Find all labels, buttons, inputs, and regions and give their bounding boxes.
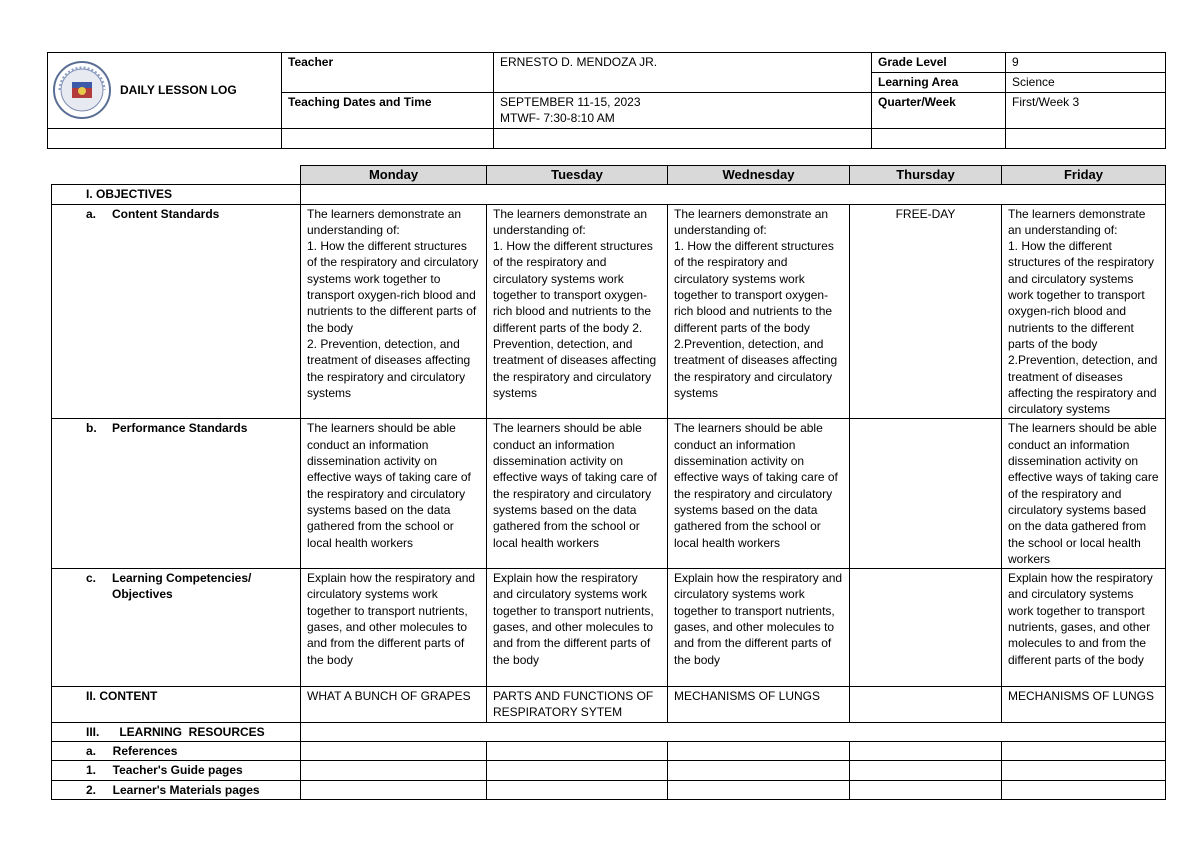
competencies-thursday <box>850 569 1002 687</box>
performance-standards-wednesday: The learners should be able conduct an information dissemination activity on effective ways of taking care of the respiratory and circulatory systems based on the data gathered from the school or local health workers <box>668 419 850 569</box>
content-friday: MECHANISMS OF LUNGS <box>1002 687 1166 723</box>
blank-cell <box>301 722 1166 741</box>
teacher-value: ERNESTO D. MENDOZA JR. <box>494 53 872 93</box>
dates-line1: SEPTEMBER 11-15, 2023 <box>500 95 641 109</box>
content-standards-tuesday <box>487 204 668 419</box>
deped-seal-icon <box>52 60 112 120</box>
blank-cell <box>282 128 494 148</box>
day-header-tuesday: Tuesday <box>487 166 668 185</box>
cell-text: The learners demonstrate an understanding of: 1. How the different structures of the respiratory and circulatory systems work together to transport oxygen-rich blood and nutrients to the different parts of the body 2. Prevention, detection, and treatment of diseases affecting the respiratory and circulatory systems <box>493 206 657 400</box>
row-letter: a. <box>86 206 97 221</box>
quarter-value: First/Week 3 <box>1006 93 1166 129</box>
competencies-monday: Explain how the respiratory and circulatory systems work together to transport nutrients, gases, and other molecules to and from the different parts of the body <box>301 569 487 687</box>
blank-cell <box>668 761 850 780</box>
row-label: Learning Competencies/ Objectives <box>112 571 252 602</box>
blank-cell <box>487 742 668 761</box>
quarter-label: Quarter/Week <box>872 93 1006 129</box>
dates-label: Teaching Dates and Time <box>282 93 494 129</box>
content-standards-thursday: FREE-DAY <box>850 204 1002 419</box>
row-letter: b. <box>86 421 97 436</box>
grade-label: Grade Level <box>872 53 1006 73</box>
doc-title: DAILY LESSON LOG <box>120 83 237 98</box>
content-wednesday: MECHANISMS OF LUNGS <box>668 687 850 723</box>
references-label: a. References <box>52 742 301 761</box>
content-standards-friday <box>1002 204 1166 419</box>
performance-standards-label <box>52 419 301 569</box>
content-heading: II. CONTENT <box>52 687 301 723</box>
day-header-monday: Monday <box>301 166 487 185</box>
content-standards-wednesday <box>668 204 850 419</box>
blank-cell <box>301 742 487 761</box>
content-standards-monday <box>301 204 487 419</box>
performance-standards-friday: The learners should be able conduct an information dissemination activity on effective ways of taking care of the respiratory and circulatory systems based on the data gathered from the school or local health workers <box>1002 419 1166 569</box>
dates-line2: MTWF- 7:30-8:10 AM <box>500 111 615 126</box>
blank-cell <box>668 780 850 799</box>
competencies-tuesday: Explain how the respiratory and circulatory systems work together to transport nutrients, gases, and other molecules to and from the different parts of the body <box>487 569 668 687</box>
blank-cell <box>1006 128 1166 148</box>
blank-cell <box>1002 780 1166 799</box>
blank-cell <box>1002 742 1166 761</box>
blank-cell <box>48 128 282 148</box>
blank-cell <box>668 742 850 761</box>
area-value: Science <box>1006 73 1166 93</box>
blank-cell <box>872 128 1006 148</box>
blank-cell <box>850 780 1002 799</box>
content-thursday <box>850 687 1002 723</box>
blank-cell <box>301 185 1166 204</box>
content-monday: WHAT A BUNCH OF GRAPES <box>301 687 487 723</box>
competencies-friday: Explain how the respiratory and circulatory systems work together to transport nutrients, gases, and other molecules to and from the different parts of the body <box>1002 569 1166 687</box>
blank-cell <box>301 761 487 780</box>
content-standards-label <box>52 204 301 419</box>
corner-cell <box>52 166 301 185</box>
lesson-table <box>51 165 1166 800</box>
blank-cell <box>850 761 1002 780</box>
objectives-heading: I. OBJECTIVES <box>52 185 301 204</box>
performance-standards-monday: The learners should be able conduct an information dissemination activity on effective ways of taking care of the respiratory and circulatory systems based on the data gathered from the school or local health workers <box>301 419 487 569</box>
resources-heading: III. LEARNING RESOURCES <box>52 722 301 741</box>
row-label: Performance Standards <box>112 421 248 436</box>
cell-text: The learners demonstrate an understanding of: 1. How the different structures of the respiratory and circulatory systems work together to transport oxygen-rich blood and nutrients to the different parts of the body 2.Prevention, detection, and treatment of diseases affecting the respiratory and circulatory systems <box>1008 206 1158 417</box>
teacher-label: Teacher <box>282 53 494 93</box>
blank-cell <box>301 780 487 799</box>
day-header-wednesday: Wednesday <box>668 166 850 185</box>
teachers-guide-label: 1. Teacher's Guide pages <box>52 761 301 780</box>
blank-cell <box>487 780 668 799</box>
row-letter: c. <box>86 571 97 586</box>
grade-value: 9 <box>1006 53 1166 73</box>
blank-cell <box>850 742 1002 761</box>
row-label: Content Standards <box>112 206 220 221</box>
day-header-thursday: Thursday <box>850 166 1002 185</box>
header-table <box>47 52 1166 149</box>
performance-standards-tuesday: The learners should be able conduct an information dissemination activity on effective ways of taking care of the respiratory and circulatory systems based on the data gathered from the school or local health workers <box>487 419 668 569</box>
logo-cell <box>48 53 282 129</box>
learners-materials-label: 2. Learner's Materials pages <box>52 780 301 799</box>
cell-text: The learners demonstrate an understanding of: 1. How the different structures of the respiratory and circulatory systems work together to transport oxygen-rich blood and nutrients to the different parts of the body 2.Prevention, detection, and treatment of diseases affecting the respiratory and circulatory systems <box>674 206 838 400</box>
blank-cell <box>487 761 668 780</box>
competencies-wednesday: Explain how the respiratory and circulatory systems work together to transport nutrients, gases, and other molecules to and from the different parts of the body <box>668 569 850 687</box>
performance-standards-thursday <box>850 419 1002 569</box>
blank-cell <box>494 128 872 148</box>
dates-value <box>494 93 872 129</box>
content-tuesday: PARTS AND FUNCTIONS OF RESPIRATORY SYTEM <box>487 687 668 723</box>
competencies-label <box>52 569 301 687</box>
cell-text: The learners demonstrate an understanding of: 1. How the different structures of the respiratory and circulatory systems work together to transport oxygen-rich blood and nutrients to the different parts of the body 2. Prevention, detection, and treatment of diseases affecting the respiratory and circulatory systems <box>307 206 479 400</box>
blank-cell <box>1002 761 1166 780</box>
area-label: Learning Area <box>872 73 1006 93</box>
day-header-friday: Friday <box>1002 166 1166 185</box>
